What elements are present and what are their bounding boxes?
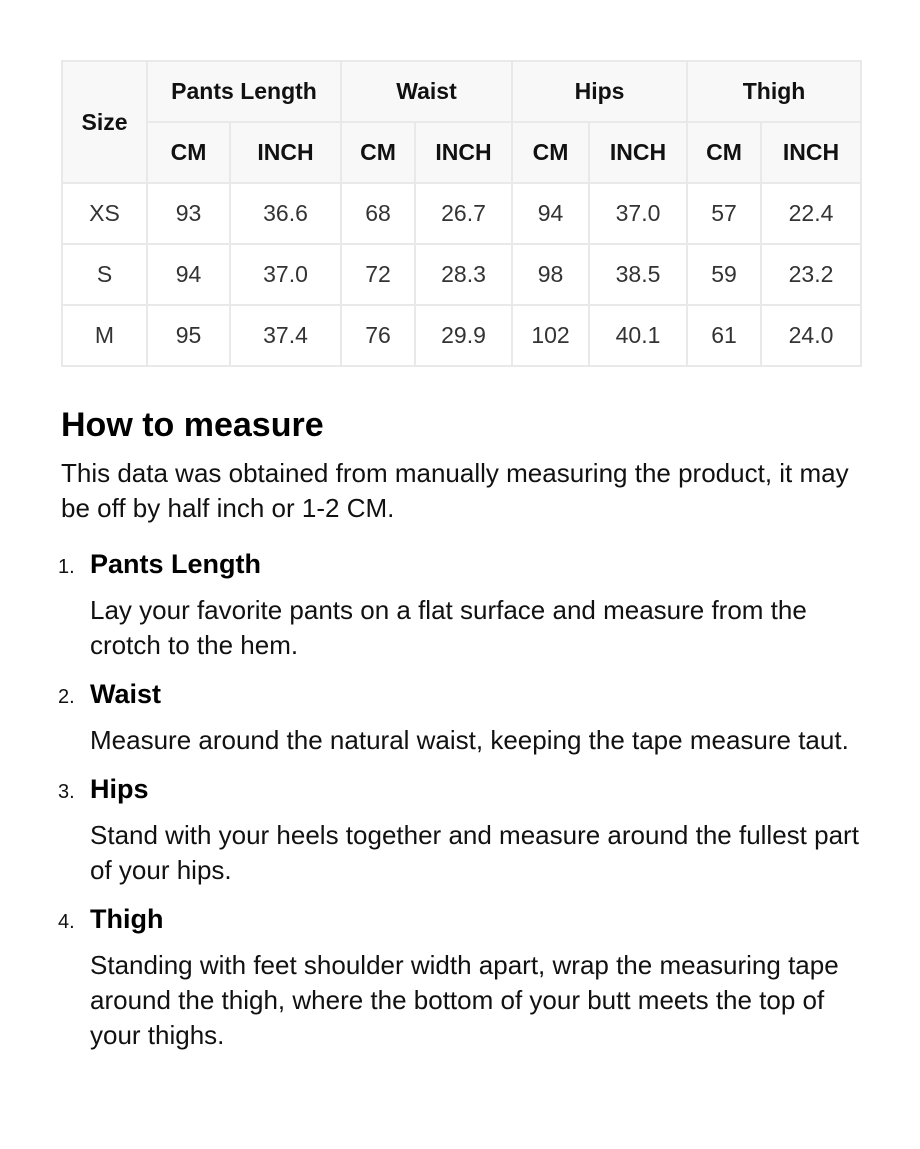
table-cell: 76 (341, 305, 415, 366)
table-cell: 37.0 (589, 183, 687, 244)
size-cell: XS (62, 183, 147, 244)
step-description: Standing with feet shoulder width apart, wrap the measuring tape around the thigh, where the bottom of your butt meets the top of your thighs. (90, 949, 839, 1050)
table-cell: 37.4 (230, 305, 341, 366)
table-cell: 68 (341, 183, 415, 244)
step-title: Pants Length (90, 548, 262, 579)
size-chart-table (61, 60, 862, 367)
list-item (58, 903, 860, 1053)
table-row (62, 244, 861, 305)
step-title: Waist (90, 678, 162, 709)
unit-header-inch: INCH (589, 122, 687, 183)
size-cell: S (62, 244, 147, 305)
step-description: Lay your favorite pants on a flat surface and measure from the crotch to the hem. (90, 594, 807, 660)
group-header-thigh: Thigh (687, 61, 861, 122)
group-header-pants-length: Pants Length (147, 61, 341, 122)
table-cell: 36.6 (230, 183, 341, 244)
size-column-header: Size (62, 61, 147, 183)
size-cell: M (62, 305, 147, 366)
step-title: Hips (90, 773, 149, 804)
step-number: 1. (58, 555, 75, 578)
step-description: Stand with your heels together and measure around the fullest part of your hips. (90, 819, 859, 885)
step-number: 3. (58, 780, 75, 803)
table-cell: 29.9 (415, 305, 512, 366)
step-number: 4. (58, 910, 75, 933)
size-guide (58, 60, 860, 1068)
table-cell: 59 (687, 244, 761, 305)
table-cell: 72 (341, 244, 415, 305)
table-cell: 57 (687, 183, 761, 244)
table-cell: 23.2 (761, 244, 861, 305)
step-description: Measure around the natural waist, keeping the tape measure taut. (90, 724, 849, 755)
table-cell: 98 (512, 244, 589, 305)
unit-header-cm: CM (341, 122, 415, 183)
unit-header-inch: INCH (230, 122, 341, 183)
table-cell: 38.5 (589, 244, 687, 305)
unit-header-inch: INCH (761, 122, 861, 183)
table-cell: 24.0 (761, 305, 861, 366)
table-cell: 26.7 (415, 183, 512, 244)
table-row (62, 305, 861, 366)
table-cell: 94 (512, 183, 589, 244)
step-title: Thigh (90, 903, 164, 934)
unit-header-inch: INCH (415, 122, 512, 183)
group-header-hips: Hips (512, 61, 687, 122)
table-unit-row (62, 122, 861, 183)
unit-header-cm: CM (512, 122, 589, 183)
unit-header-cm: CM (687, 122, 761, 183)
table-cell: 28.3 (415, 244, 512, 305)
step-number: 2. (58, 685, 75, 708)
unit-header-cm: CM (147, 122, 230, 183)
how-to-measure-heading: How to measure (61, 406, 324, 444)
table-cell: 61 (687, 305, 761, 366)
intro-paragraph: This data was obtained from manually measuring the product, it may be off by half inch or 1-2 CM. (61, 457, 849, 523)
table-cell: 95 (147, 305, 230, 366)
table-cell: 37.0 (230, 244, 341, 305)
table-row (62, 183, 861, 244)
list-item (58, 678, 860, 758)
measure-steps-list (58, 548, 860, 1053)
list-item (58, 773, 860, 888)
table-cell: 22.4 (761, 183, 861, 244)
table-cell: 102 (512, 305, 589, 366)
table-cell: 40.1 (589, 305, 687, 366)
table-cell: 94 (147, 244, 230, 305)
group-header-waist: Waist (341, 61, 512, 122)
list-item (58, 548, 860, 663)
table-cell: 93 (147, 183, 230, 244)
table-header-row (62, 61, 861, 122)
